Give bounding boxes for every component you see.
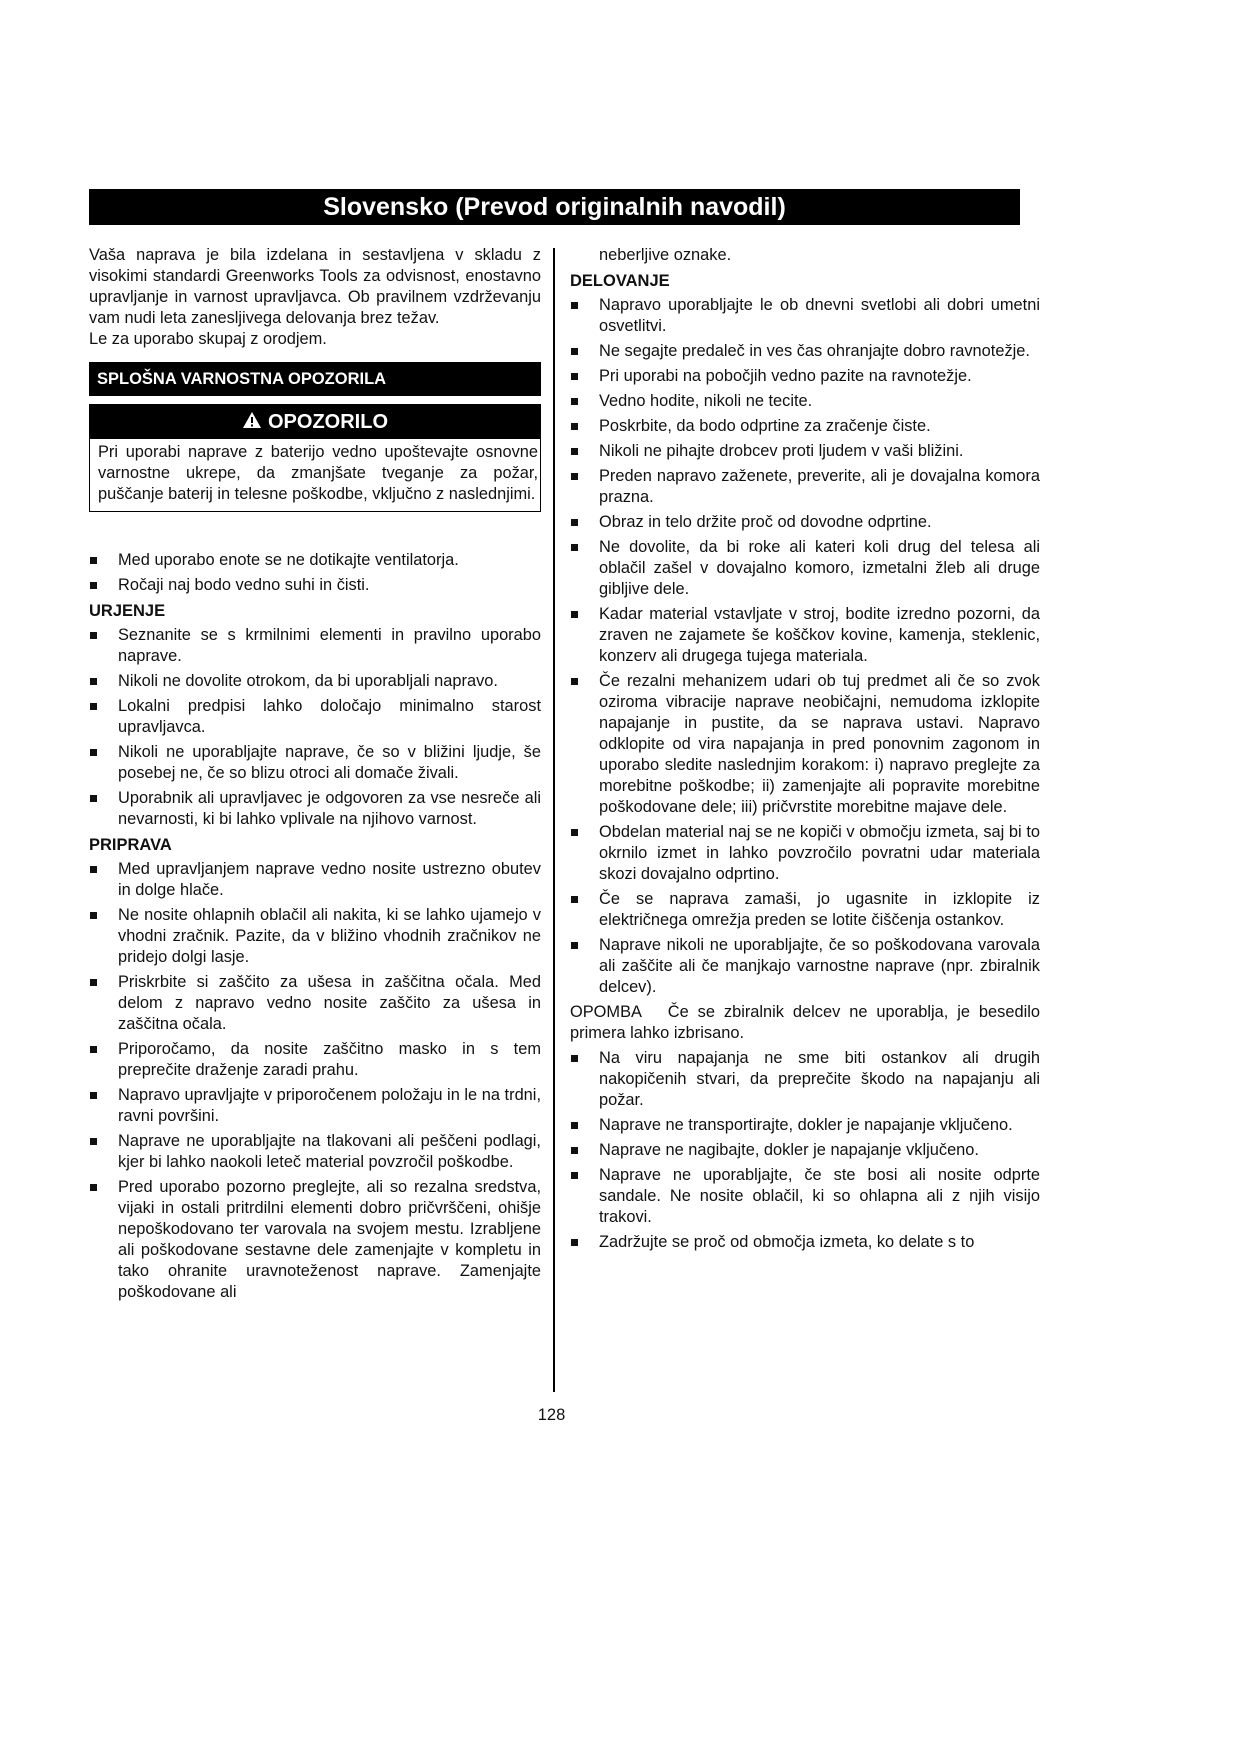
list-item-text: Naprave ne uporabljajte na tlakovani ali peščeni podlagi, kjer bi lahko naokoli leteč material povzročil poškodbe.	[118, 1132, 541, 1171]
list-item-text: Uporabnik ali upravljavec je odgovoren za vse nesreče ali nevarnosti, ki bi lahko vplivale na njihovo varnost.	[118, 789, 541, 828]
list-item-text: Napravo uporabljajte le ob dnevni svetlobi ali dobri umetni osvetlitvi.	[599, 296, 1040, 335]
bullet-icon	[571, 448, 578, 455]
safety-list	[89, 550, 541, 596]
list-item	[570, 604, 1040, 667]
list-item	[570, 889, 1040, 931]
list-item-text: Nikoli ne dovolite otrokom, da bi uporabljali napravo.	[118, 672, 498, 690]
list-item	[89, 1131, 541, 1173]
list-item	[570, 366, 1040, 387]
bullet-icon	[90, 1138, 97, 1145]
list-item	[570, 416, 1040, 437]
list-item-text: Naprave ne transportirajte, dokler je napajanje vključeno.	[599, 1116, 1013, 1134]
bullet-icon	[90, 795, 97, 802]
bullet-icon	[571, 519, 578, 526]
list-item	[570, 671, 1040, 818]
bullet-icon	[90, 1184, 97, 1191]
warning-box	[89, 404, 541, 512]
bullet-icon	[571, 896, 578, 903]
intro-paragraph: Vaša naprava je bila izdelana in sestavljena v skladu z visokimi standardi Greenworks Tools za odvisnost, enostavno upravljanje in varnost upravljavca. Ob pravilnem vzdrževanju vam nudi leta zanesljivega delovanja brez težav.	[89, 246, 541, 327]
bullet-icon	[90, 866, 97, 873]
list-item	[89, 1085, 541, 1127]
column-divider	[553, 248, 555, 1392]
list-item-text: Ne dovolite, da bi roke ali kateri koli drug del telesa ali oblačil zašel v dovajalno komoro, izmetalni žleb ali druge gibljive dele.	[599, 538, 1040, 598]
bullet-icon	[90, 557, 97, 564]
list-item	[89, 1039, 541, 1081]
list-item	[89, 905, 541, 968]
list-item	[570, 441, 1040, 462]
right-column	[570, 245, 1045, 1257]
bullet-icon	[571, 1055, 578, 1062]
list-item-text: Naprave ne nagibajte, dokler je napajanje vključeno.	[599, 1141, 979, 1159]
bullet-icon	[571, 544, 578, 551]
list-item-text: Nikoli ne pihajte drobcev proti ljudem v vaši bližini.	[599, 442, 964, 460]
list-item-text: Med upravljanjem naprave vedno nosite ustrezno obutev in dolge hlače.	[118, 860, 541, 899]
list-item	[89, 575, 541, 596]
list-item-text: Če se naprava zamaši, jo ugasnite in izklopite iz električnega omrežja preden se lotite čiščenja ostankov.	[599, 890, 1040, 929]
list-item-text: Pri uporabi na pobočjih vedno pazite na ravnotežje.	[599, 367, 972, 385]
bullet-icon	[90, 678, 97, 685]
continued-text: neberljive oznake.	[599, 246, 732, 264]
list-item-text: Priporočamo, da nosite zaščitno masko in s tem preprečite draženje zaradi prahu.	[118, 1040, 541, 1079]
list-item	[570, 512, 1040, 533]
bullet-icon	[571, 1239, 578, 1246]
bullet-icon	[571, 678, 578, 685]
list-item	[570, 935, 1040, 998]
list-item	[89, 788, 541, 830]
list-item-text: Poskrbite, da bodo odprtine za zračenje čiste.	[599, 417, 931, 435]
bullet-icon	[571, 1122, 578, 1129]
list-item-text: Napravo upravljajte v priporočenem položaju in le na trdni, ravni površini.	[118, 1086, 541, 1125]
list-item	[89, 671, 541, 692]
list-item-text: Obraz in telo držite proč od dovodne odprtine.	[599, 513, 932, 531]
list-item	[89, 742, 541, 784]
operation-list-after-note	[570, 1048, 1040, 1253]
page-header	[89, 189, 1020, 225]
list-item-text: Preden napravo zaženete, preverite, ali je dovajalna komora prazna.	[599, 467, 1040, 506]
bullet-icon	[90, 632, 97, 639]
list-item	[570, 466, 1040, 508]
page-title: Slovensko (Prevod originalnih navodil)	[323, 192, 786, 221]
list-item	[89, 859, 541, 901]
list-item-text: Vedno hodite, nikoli ne tecite.	[599, 392, 813, 410]
page-number: 128	[537, 1406, 566, 1424]
bullet-icon	[90, 749, 97, 756]
bullet-icon	[571, 473, 578, 480]
list-item	[570, 537, 1040, 600]
list-item-text: Naprave ne uporabljajte, če ste bosi ali nosite odprte sandale. Ne nosite oblačil, ki so ohlapna ali z njih visijo trakovi.	[599, 1166, 1040, 1226]
list-item-text: Zadržujte se proč od območja izmeta, ko delate s to	[599, 1233, 975, 1251]
bullet-icon	[571, 611, 578, 618]
list-item-text: Kadar material vstavljate v stroj, bodite izredno pozorni, da zraven ne zajamete še koščkov kovine, kamenja, steklenic, konzerv ali drugega tujega materiala.	[599, 605, 1040, 665]
list-item-text: Naprave nikoli ne uporabljajte, če so poškodovana varovala ali zaščite ali če manjkajo varnostne naprave (npr. zbiralnik delcev).	[599, 936, 1040, 996]
bullet-icon	[90, 912, 97, 919]
bullet-icon	[571, 373, 578, 380]
preparation-heading: PRIPRAVA	[89, 836, 172, 854]
bullet-icon	[571, 829, 578, 836]
list-item	[89, 1177, 541, 1303]
bullet-icon	[90, 1092, 97, 1099]
warning-title: OPOZORILO	[268, 410, 388, 433]
intro-note: Le za uporabo skupaj z orodjem.	[89, 330, 327, 348]
bullet-icon	[571, 942, 578, 949]
bullet-icon	[90, 703, 97, 710]
bullet-icon	[571, 398, 578, 405]
list-item-text: Obdelan material naj se ne kopiči v območju izmeta, saj bi to okrnilo izmet in lahko povzročilo povratni udar materiala skozi dovajalno odprtino.	[599, 823, 1040, 883]
warning-triangle-icon	[242, 411, 262, 434]
list-item	[570, 1232, 1040, 1253]
list-item-text: Seznanite se s krmilnimi elementi in pravilno uporabo naprave.	[118, 626, 541, 665]
training-heading: URJENJE	[89, 602, 166, 620]
list-item	[89, 625, 541, 667]
bullet-icon	[571, 423, 578, 430]
bullet-icon	[90, 979, 97, 986]
operation-heading: DELOVANJE	[570, 272, 670, 290]
operation-list	[570, 295, 1040, 998]
bullet-icon	[571, 302, 578, 309]
bullet-icon	[571, 348, 578, 355]
list-item	[89, 550, 541, 571]
list-item-text: Če rezalni mehanizem udari ob tuj predmet ali če so zvok oziroma vibracije naprave neobičajni, nemudoma izklopite napajanje in pustite, da se naprava ustavi. Napravo odklopite od vira napajanja in pred ponovnim zagonom in uporabo sledite naslednjim korakom: i) napravo preglejte za morebitne poškodbe; ii) zamenjajte ali popravite morebitne poškodovane dele; iii) pričvrstite morebitne majave dele.	[599, 672, 1040, 816]
safety-section-heading	[89, 362, 541, 396]
list-item	[89, 972, 541, 1035]
note-text: OPOMBA Če se zbiralnik delcev ne uporablja, je besedilo primera lahko izbrisano.	[570, 1003, 1045, 1042]
list-item	[570, 1048, 1040, 1111]
bullet-icon	[571, 1147, 578, 1154]
bullet-icon	[90, 582, 97, 589]
intro	[89, 245, 541, 350]
list-item-text: Ročaji naj bodo vedno suhi in čisti.	[118, 576, 370, 594]
left-column	[89, 245, 541, 1307]
list-item-text: Lokalni predpisi lahko določajo minimalno starost upravljavca.	[118, 697, 541, 736]
list-item	[570, 1115, 1040, 1136]
list-item	[570, 822, 1040, 885]
list-item-text: Pred uporabo pozorno preglejte, ali so rezalna sredstva, vijaki in ostali pritrdilni elementi dobro pričvrščeni, ohišje nepoškodovano ter varovala na svojem mestu. Izrabljene ali poškodovane sestavne dele zamenjajte v kompletu in tako ohranite uravnoteženost naprave. Zamenjajte poškodovane ali	[118, 1178, 541, 1301]
list-item-text: Med uporabo enote se ne dotikajte ventilatorja.	[118, 551, 459, 569]
list-item	[570, 391, 1040, 412]
bullet-icon	[90, 1046, 97, 1053]
list-item	[570, 1140, 1040, 1161]
warning-text: Pri uporabi naprave z baterijo vedno upoštevajte osnovne varnostne ukrepe, da zmanjšate tveganje za požar, puščanje baterij in telesne poškodbe, vključno z naslednjimi.	[98, 443, 538, 503]
warning-header	[90, 405, 540, 439]
list-item	[89, 696, 541, 738]
list-item-text: Ne segajte predaleč in ves čas ohranjajte dobro ravnotežje.	[599, 342, 1030, 360]
bullet-icon	[571, 1172, 578, 1179]
safety-section-title: SPLOŠNA VARNOSTNA OPOZORILA	[97, 369, 387, 388]
list-item	[570, 1165, 1040, 1228]
list-item	[570, 341, 1040, 362]
list-item	[570, 295, 1040, 337]
preparation-list	[89, 859, 541, 1303]
list-item-text: Ne nosite ohlapnih oblačil ali nakita, ki se lahko ujamejo v vhodni zračnik. Pazite, da v bližino vhodnih zračnikov ne pridejo dolgi lasje.	[118, 906, 541, 966]
list-item-text: Nikoli ne uporabljajte naprave, če so v bližini ljudje, še posebej ne, če so blizu otroci ali domače živali.	[118, 743, 541, 782]
list-item-text: Priskrbite si zaščito za ušesa in zaščitna očala. Med delom z napravo vedno nosite zaščito za ušesa in zaščitna očala.	[118, 973, 541, 1033]
list-item-text: Na viru napajanja ne sme biti ostankov ali drugih nakopičenih stvari, da preprečite škodo na napajanju ali požar.	[599, 1049, 1040, 1109]
training-list	[89, 625, 541, 830]
